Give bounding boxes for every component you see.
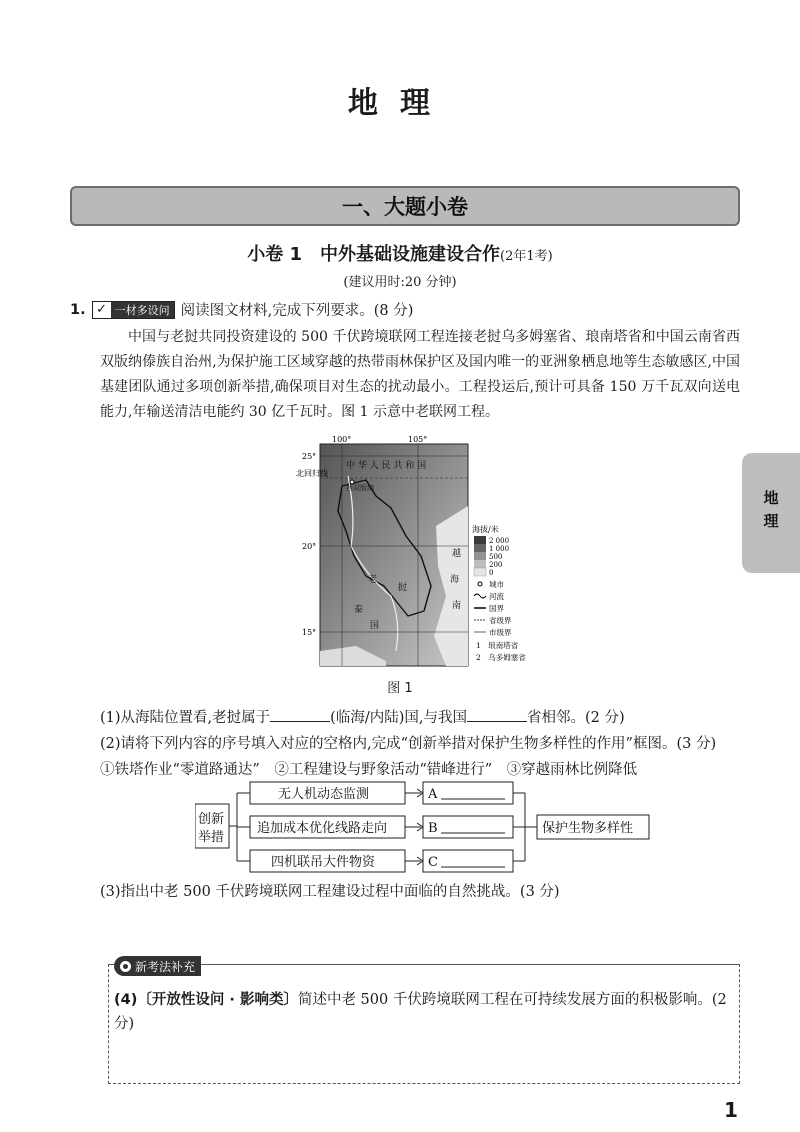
flow-arrow-2 xyxy=(405,823,423,831)
legend-city-boundary: 市级界 xyxy=(489,628,512,637)
answer-blank-1[interactable] xyxy=(270,708,330,722)
question-number: 1. xyxy=(70,301,86,318)
badge-label: 一材多设问 xyxy=(111,302,174,318)
checkmark-icon: ✓ xyxy=(93,302,111,317)
flow-slot-b: B xyxy=(428,821,438,836)
page-number: 1 xyxy=(724,1098,738,1122)
legend-swatch-0 xyxy=(474,568,486,576)
legend-swatch-2000 xyxy=(474,536,486,544)
flow-left-text-1: 创新 xyxy=(198,812,225,827)
figure-label: 图 1 xyxy=(387,681,413,696)
flow-item-3: 四机联吊大件物资 xyxy=(271,855,376,870)
thailand-label-2: 国 xyxy=(370,621,380,631)
legend-province: 省级界 xyxy=(489,616,512,625)
flow-right-bracket xyxy=(513,793,537,861)
flow-diagram xyxy=(195,778,655,878)
sub4-type: (4)〔开放性设问 · 影响类〕 xyxy=(114,992,298,1008)
time-note: (建议用时:20 分钟) xyxy=(343,275,457,290)
legend-level-0: 0 xyxy=(489,569,494,577)
options-list: ①铁塔作业“零道路通达” ②工程建设与野象活动“错峰进行” ③穿越雨林比例降低 xyxy=(100,762,638,778)
laos-map-figure xyxy=(296,436,556,672)
section-header: 一、大题小卷 xyxy=(70,186,740,226)
legend-swatch-1000 xyxy=(474,544,486,552)
city-label: 西双版纳 xyxy=(346,484,374,492)
laos-label-1: 老 xyxy=(368,575,378,585)
flow-arrow-1 xyxy=(405,789,423,797)
question-1-header xyxy=(70,299,750,320)
legend-level-2000: 2 000 xyxy=(489,537,510,545)
sub-question-3: (3)指出中老 500 千伏跨境联网工程建设过程中面临的自然挑战。(3 分) xyxy=(100,884,560,900)
quiz-title-note: (2年1考) xyxy=(500,249,553,264)
legend-swatch-200 xyxy=(474,560,486,568)
answer-blank-2[interactable] xyxy=(467,708,527,722)
supplement-tag xyxy=(114,956,201,976)
legend-level-200: 200 xyxy=(489,561,503,569)
vietnam-label-1: 越 xyxy=(452,549,462,559)
flow-item-1: 无人机动态监测 xyxy=(278,787,370,802)
flow-slot-a: A xyxy=(428,787,438,802)
quiz-title xyxy=(0,240,800,266)
sub4-text: 简述中老 500 千伏跨境联网工程在可持续发展方面的积极影响。(2 分) xyxy=(114,992,727,1032)
quiz-title-text: 小卷 1 中外基础设施建设合作 xyxy=(247,244,501,265)
china-label: 中 华 人 民 共 和 国 xyxy=(346,461,427,471)
lon-label-105: 105° xyxy=(408,436,428,444)
location-pin-icon xyxy=(120,961,131,972)
tropic-label: 北回归线 xyxy=(296,469,328,478)
sub-question-1 xyxy=(100,706,750,727)
flow-left-text-2: 举措 xyxy=(198,830,225,845)
lat-label-25: 25° xyxy=(302,452,317,461)
flow-right-text: 保护生物多样性 xyxy=(542,821,634,836)
flow-slot-c: C xyxy=(428,855,438,870)
side-tab-geography: 地理 xyxy=(742,453,800,573)
sub-question-4 xyxy=(114,988,734,1036)
legend-level-500: 500 xyxy=(489,553,503,561)
legend-title: 海拔/米 xyxy=(472,525,499,534)
lat-label-20: 20° xyxy=(302,542,317,551)
sub1-text-c: 省相邻。(2 分) xyxy=(526,710,625,726)
question-prompt: 阅读图文材料,完成下列要求。(8 分) xyxy=(180,303,414,319)
sub1-text-b: (临海/内陆)国,与我国 xyxy=(330,710,467,726)
legend-level-1000: 1 000 xyxy=(489,545,510,553)
material-paragraph: 中国与老挝共同投资建设的 500 千伏跨境联网工程连接老挝乌多姆塞省、琅南塔省和中国云南省西双版纳傣族自治州,为保护施工区域穿越的热带雨林保护区及国内唯一的亚洲象栖息地等生态敏感区,中国基建团队通过多项创新举措,确保项目对生态的扰动最小。工程投运后,预计可具备 150 万千瓦双向送电能力,年输送清洁电能约 30 亿千瓦时。图 1 示意中老联网工程。 xyxy=(100,329,740,420)
thailand-label-1: 泰 xyxy=(354,605,364,615)
lat-label-15: 15° xyxy=(302,628,317,637)
sub-question-2: (2)请将下列内容的序号填入对应的空格内,完成“创新举措对保护生物多样性的作用”框图。(3 分) xyxy=(100,736,717,752)
vietnam-label-2: 南 xyxy=(452,601,462,611)
legend-border: 国界 xyxy=(489,604,504,613)
flow-left-bracket xyxy=(229,793,250,861)
flow-arrow-3 xyxy=(405,857,423,865)
multi-question-badge xyxy=(92,301,175,319)
legend-river-icon xyxy=(474,594,486,598)
laos-label-2: 挝 xyxy=(398,583,408,593)
subject-title: 地理 xyxy=(348,86,452,121)
sea-label: 海 xyxy=(450,575,460,585)
legend-note-2: 2 乌多姆塞省 xyxy=(476,653,526,662)
flow-item-2: 追加成本优化线路走向 xyxy=(257,821,388,836)
legend-swatch-500 xyxy=(474,552,486,560)
legend-note-1: 1 琅南塔省 xyxy=(476,641,519,650)
legend-river: 河流 xyxy=(489,592,504,601)
sub1-text-a: (1)从海陆位置看,老挝属于 xyxy=(100,710,271,726)
legend-city: 城市 xyxy=(489,580,504,589)
lon-label-100: 100° xyxy=(332,436,352,444)
legend-city-icon xyxy=(478,582,482,586)
supplement-tag-label: 新考法补充 xyxy=(135,959,196,974)
